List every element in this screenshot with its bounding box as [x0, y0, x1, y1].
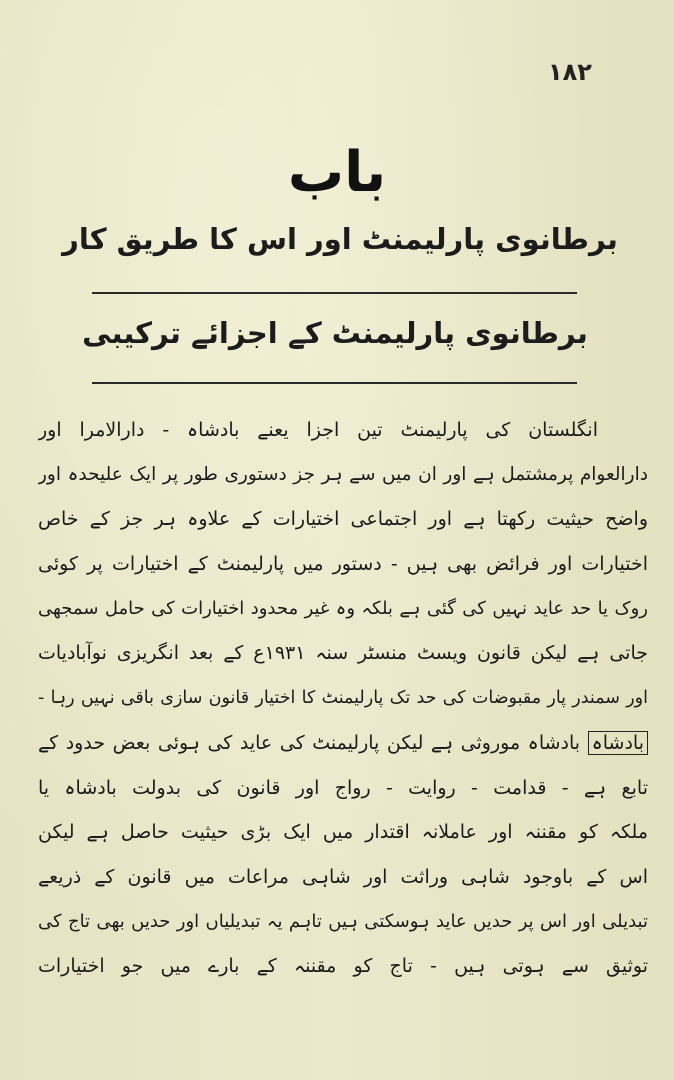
text-line-rest: بادشاہ موروثی ہے لیکن پارلیمنٹ کی عاید کی ہوئی بعض حدود کے	[38, 731, 581, 754]
section-title: برطانوی پارلیمنٹ کے اجزائے ترکیبی	[82, 316, 588, 350]
text-line: توثیق سے ہوتی ہیں - تاج کو مقننہ کے بارے میں جو اختیارات	[38, 955, 648, 978]
text-line: اختیارات اور فرائض بھی ہیں - دستور میں پارلیمنٹ کے اختیارات پر کوئی	[38, 553, 648, 576]
text-line: انگلستان کی پارلیمنٹ تین اجزا یعنے بادشاہ - دارالامرا اور	[38, 419, 598, 441]
chapter-heading: باب	[287, 140, 387, 205]
text-line: اس کے باوجود شاہی وراثت اور شاہی مراعات میں قانون کے ذریعے	[38, 865, 648, 888]
text-line: تبدیلی اور اس پر حدیں عاید ہوسکتی ہیں تاہم یہ تبدیلیاں اور حدیں بھی تاج کی	[38, 910, 648, 932]
divider-bottom	[92, 382, 577, 384]
side-heading-boxed-word: بادشاہ	[588, 731, 648, 755]
text-line: روک یا حد عاید نہیں کی گئی ہے بلکہ وہ غیر محدود اختیارات کی حامل سمجھی	[38, 597, 648, 619]
text-line-with-side-heading	[38, 721, 648, 766]
body-text	[38, 408, 648, 989]
chapter-title: برطانوی پارلیمنٹ اور اس کا طریق کار	[62, 222, 618, 256]
text-line: دارالعوام پرمشتمل ہے اور ان میں سے ہر جز دستوری طور پر ایک علیحدہ اور	[38, 463, 648, 485]
text-line: ملکہ کو مقننہ اور عاملانہ اقتدار میں ایک بڑی حیثیت حاصل ہے لیکن	[38, 821, 648, 844]
page-number: ۱۸۲	[548, 58, 592, 86]
text-line: واضح حیثیت رکھتا ہے اور اجتماعی اختیارات کے علاوہ ہر جز کے خاص	[38, 508, 648, 531]
text-line: تابع ہے - قدامت - روایت - رواج اور قانون کی بدولت بادشاہ یا	[38, 776, 648, 799]
text-line: جاتی ہے لیکن قانون ویسٹ منسٹر سنہ ۱۹۳۱ع کے بعد انگریزی نوآبادیات	[38, 642, 648, 665]
divider-top	[92, 292, 577, 294]
text-line: اور سمندر پار مقبوضات کی حد تک پارلیمنٹ کا اختیار قانون سازی باقی نہیں رہا -	[38, 688, 648, 709]
